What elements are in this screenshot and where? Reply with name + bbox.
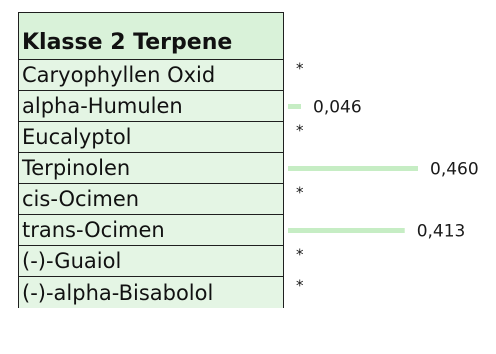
category-label: Caryophyllen Oxid xyxy=(19,60,283,91)
bar xyxy=(288,104,301,109)
category-label: Eucalyptol xyxy=(19,122,283,153)
category-label: trans-Ocimen xyxy=(19,215,283,246)
category-table xyxy=(18,12,284,308)
data-label: * xyxy=(296,121,304,140)
bar xyxy=(288,228,405,233)
chart-title: Klasse 2 Terpene xyxy=(19,12,283,60)
bar-chart-svg xyxy=(286,60,496,354)
data-label: * xyxy=(296,60,304,78)
category-label: alpha-Humulen xyxy=(19,91,283,122)
category-label: (-)-Guaiol xyxy=(19,246,283,277)
data-label: * xyxy=(296,183,304,202)
bar-chart-area xyxy=(286,60,496,354)
data-label: * xyxy=(296,276,304,295)
data-label: 0,413 xyxy=(416,221,466,242)
data-label: 0,460 xyxy=(430,159,479,180)
category-label: cis-Ocimen xyxy=(19,184,283,215)
category-label: (-)-alpha-Bisabolol xyxy=(19,277,283,308)
data-label: 0,046 xyxy=(313,97,362,118)
bar xyxy=(288,166,418,171)
data-label: * xyxy=(296,245,304,264)
category-label: Terpinolen xyxy=(19,153,283,184)
